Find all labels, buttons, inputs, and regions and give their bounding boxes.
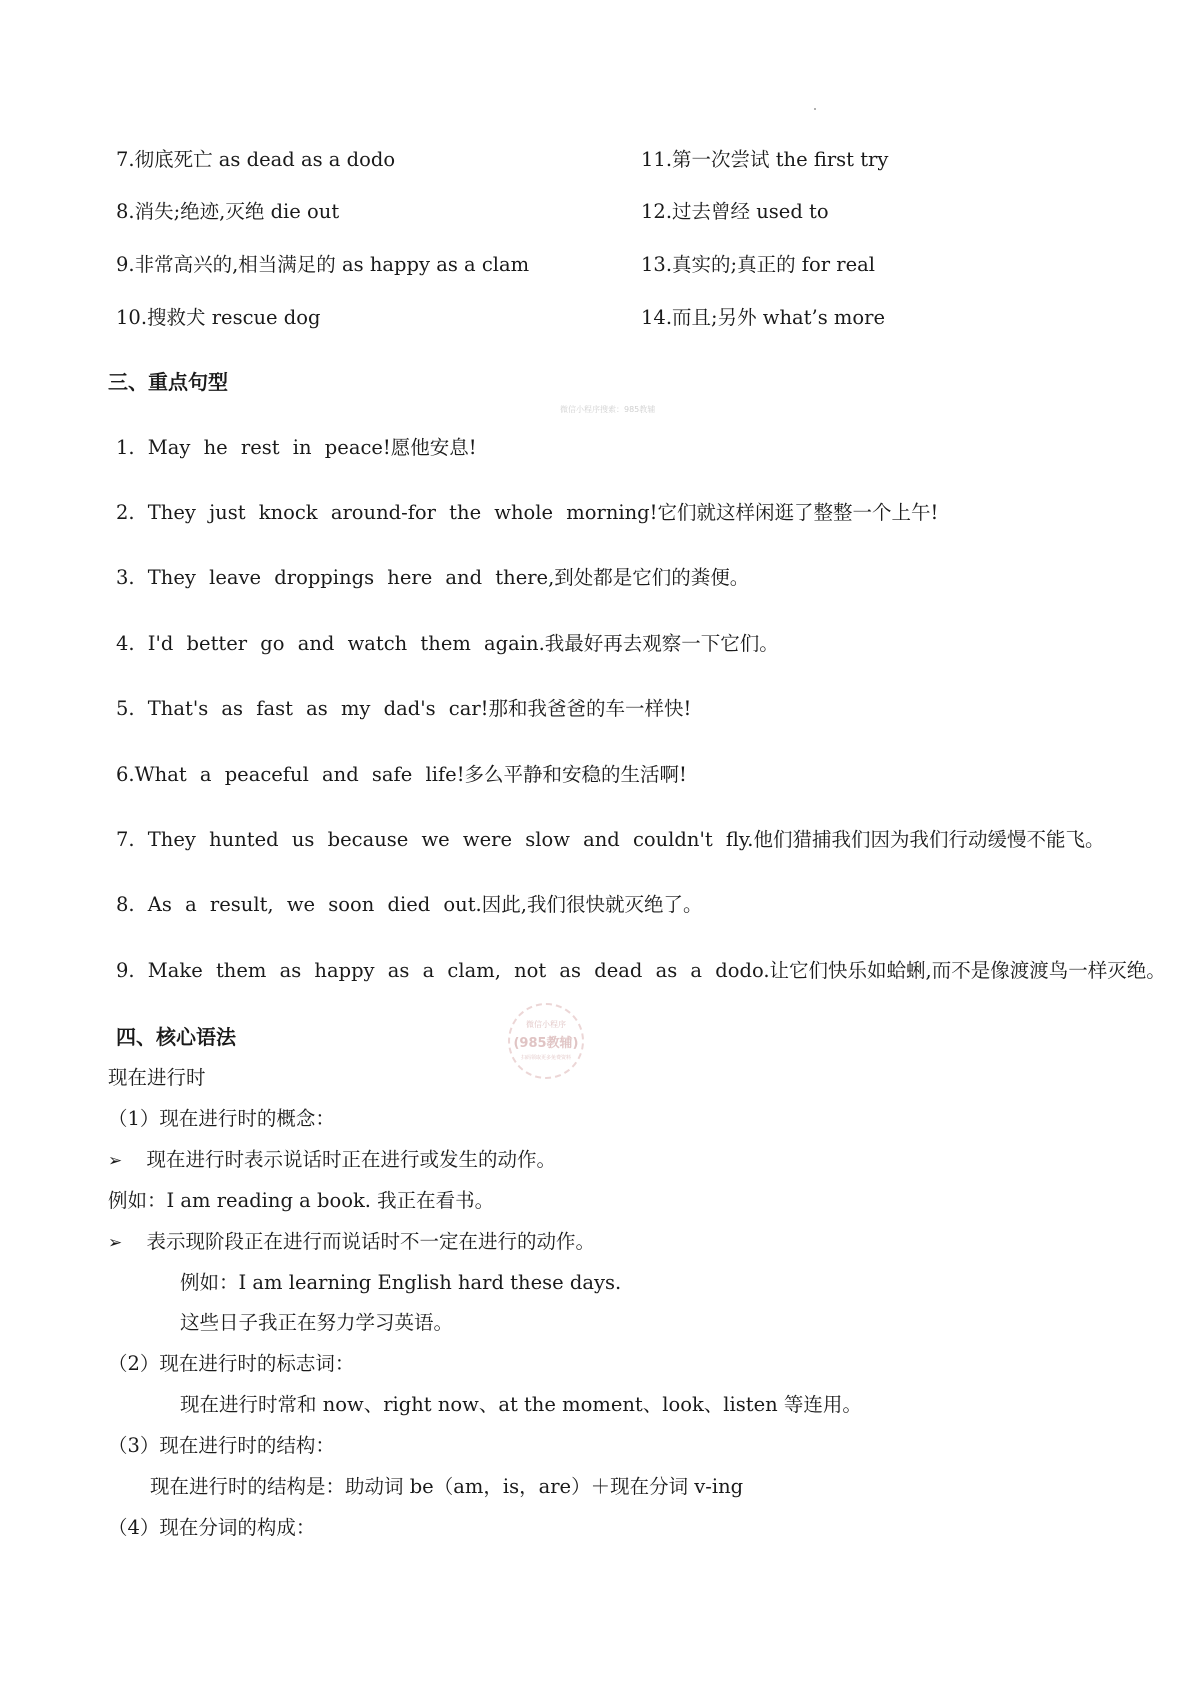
grammar-body: 现在进行时常和 now、right now、at the moment、look、listen 等连用。: [180, 1393, 862, 1416]
grammar-example: 例如：I am learning English hard these days.: [180, 1271, 622, 1294]
key-sentence: 6.What a peaceful and safe life!多么平静和安稳的生活啊!: [116, 763, 687, 786]
grammar-subheading: （4）现在分词的构成：: [108, 1516, 316, 1539]
grammar-subheading: （2）现在进行时的标志词：: [108, 1352, 355, 1375]
watermark-stamp-line1: 微信小程序: [526, 1020, 566, 1029]
grammar-subheading: （3）现在进行时的结构：: [108, 1434, 335, 1457]
bullet-item: [108, 1226, 595, 1254]
key-sentence: 2. They just knock around-for the whole morning!它们就这样闲逛了整整一个上午!: [116, 501, 939, 524]
watermark-stamp-line2: (985教辅): [513, 1036, 579, 1051]
bullet-item: [108, 1144, 556, 1172]
arrow-bullet-icon: ➢: [108, 1233, 123, 1253]
key-sentence: 7. They hunted us because we were slow and couldn't fly.他们猎捕我们因为我们行动缓慢不能飞。: [116, 828, 1105, 851]
watermark-stamp-line3: 扫码领取更多免费资料: [520, 1055, 571, 1061]
bullet-text: 表示现阶段正在进行而说话时不一定在进行的动作。: [146, 1230, 595, 1253]
bullet-text: 现在进行时表示说话时正在进行或发生的动作。: [146, 1148, 556, 1171]
section-heading-core-grammar: 四、核心语法: [116, 1025, 236, 1049]
grammar-example: 例如：I am reading a book. 我正在看书。: [108, 1189, 495, 1212]
key-sentence: 5. That's as fast as my dad's car!那和我爸爸的车一样快!: [116, 697, 692, 720]
key-sentence: 9. Make them as happy as a clam, not as dead as a dodo.让它们快乐如蛤蜊,而不是像渡渡鸟一样灭绝。: [116, 959, 1166, 982]
phrase-item: 7.彻底死亡 as dead as a dodo: [116, 148, 396, 171]
grammar-example-translation: 这些日子我正在努力学习英语。: [180, 1311, 454, 1334]
phrase-item: 14.而且;另外 what’s more: [641, 306, 885, 329]
phrase-item: 8.消失;绝迹,灭绝 die out: [116, 200, 340, 223]
grammar-subheading: （1）现在进行时的概念：: [108, 1107, 335, 1130]
watermark-text: 微信小程序搜索：985教辅: [560, 405, 656, 414]
phrase-item: 11.第一次尝试 the first try: [641, 148, 889, 171]
watermark-stamp: [508, 1003, 584, 1079]
key-sentence: 4. I'd better go and watch them again.我最好再去观察一下它们。: [116, 632, 779, 655]
key-sentence: 3. They leave droppings here and there,到处都是它们的粪便。: [116, 566, 750, 589]
stray-dot: [814, 108, 816, 110]
key-sentence: 8. As a result, we soon died out.因此,我们很快就灭绝了。: [116, 893, 703, 916]
arrow-bullet-icon: ➢: [108, 1151, 123, 1171]
phrase-item: 13.真实的;真正的 for real: [641, 253, 875, 276]
key-sentence: 1. May he rest in peace!愿他安息!: [116, 436, 477, 459]
phrase-item: 9.非常高兴的,相当满足的 as happy as a clam: [116, 253, 530, 276]
phrase-item: 10.搜救犬 rescue dog: [116, 306, 321, 329]
grammar-topic: 现在进行时: [108, 1066, 206, 1089]
grammar-body: 现在进行时的结构是：助动词 be（am，is，are）＋现在分词 v-ing: [150, 1475, 744, 1498]
phrase-item: 12.过去曾经 used to: [641, 200, 829, 223]
section-heading-key-sentences: 三、重点句型: [108, 370, 228, 394]
